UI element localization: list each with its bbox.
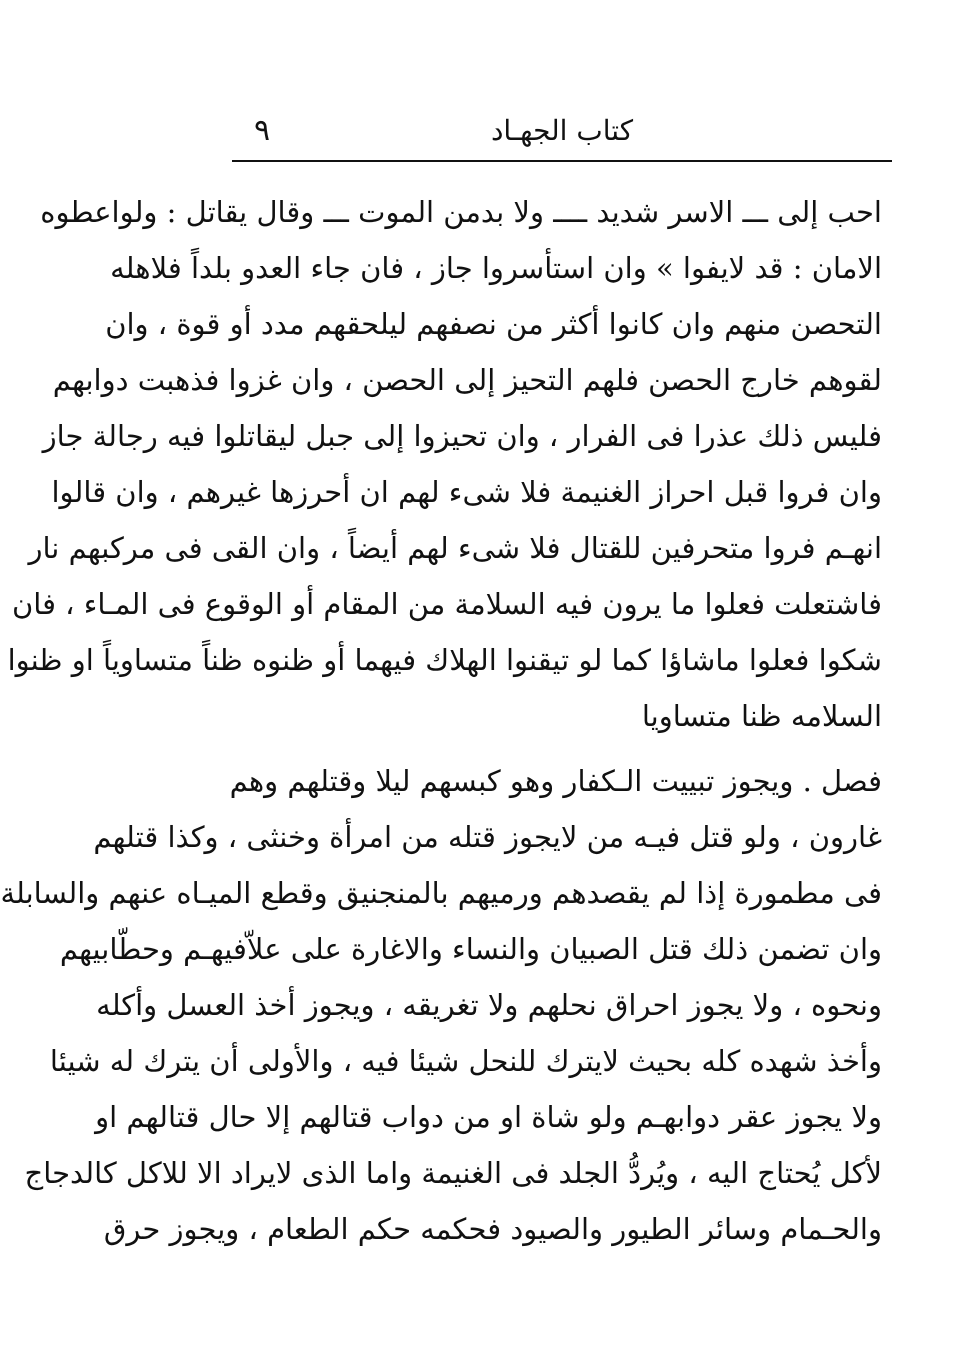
paragraph-1 [7, 184, 882, 744]
text-line: شكوا فعلوا ماشاؤا كما لو تيقنوا الهلاك فيهما أو ظنوه ظناً متساوياً او ظنوا [7, 643, 882, 677]
text-line: وان تضمن ذلك قتل الصبيان والنساء والاغارة على علاّفيهـم وحطّابيهم [59, 932, 882, 966]
text-line: فى مطمورة إذا لم يقصدهم ورميهم بالمنجنيق وقطع الميـاه عنهم والسابلة [0, 876, 882, 910]
running-title: كتاب الجهـاد [490, 114, 634, 147]
text-line: لأكل يُحتاج اليه ، ويُردُّ الجلد فى الغنيمة واما الذى لايراد الا للاكل كالدجاج [24, 1156, 882, 1190]
text-line: وان فروا قبل احراز الغنيمة فلا شىء لهم ان أحرزها غيرهم ، وان قالوا [51, 475, 882, 509]
text-line: لقوهم خارج الحصن فلهم التحيز إلى الحصن ، وان غزوا فذهبت دوابهم [52, 363, 882, 397]
text-line: انهـم فروا متحرفين للقتال فلا شىء لهم أيضاً ، وان القى فى مركبهم نار [28, 531, 882, 565]
page-number: ٩ [254, 113, 271, 148]
page-header [232, 110, 892, 152]
text-line: الامان : قد لايفوا » وان استأسروا جاز ، فان جاء العدو بلداً فلاهله [110, 251, 882, 285]
text-line: ولا يجوز عقر دوابهـم ولو شاة او من دواب قتالهم إلا حال قتالهم او [95, 1100, 882, 1134]
text-line: السلامه ظنا متساويا [641, 699, 882, 733]
text-line: والحـمام وسائر الطيور والصيود فحكمه حكم الطعام ، ويجوز حرق [103, 1212, 882, 1246]
header-divider [232, 160, 892, 162]
paragraph-2 [0, 753, 882, 1257]
text-line: فاشتعلت فعلوا ما يرون فيه السلامة من المقام أو الوقوع فى المـاء ، فان [11, 587, 882, 621]
text-line: احب إلى ـــ الاسر شديد ــــ ولا بدمن الموت ـــ وقال يقاتل : ولواعطوه [40, 195, 882, 229]
text-line: فصل . ويجوز تبييت الـكفار وهو كبسهم ليلا وقتلهم وهم [229, 764, 882, 798]
text-line: التحصن منهم وان كانوا أكثر من نصفهم ليلحقهم مدد أو قوة ، وان [105, 307, 882, 341]
text-line: غارون ، ولو قتل فيـه من لايجوز قتله من امرأة وخنثى ، وكذا قتلهم [93, 820, 882, 854]
text-line: وأخذ شهده كله بحيث لايترك للنحل شيئا فيه ، والأولى أن يترك له شيئا [49, 1044, 882, 1078]
text-line: ونحوه ، ولا يجوز احراق نحلهم ولا تغريقه ، ويجوز أخذ العسل وأكله [96, 988, 882, 1022]
text-line: فليس ذلك عذرا فى الفرار ، وان تحيزوا إلى جبل ليقاتلوا فيه رجالة جاز [42, 419, 882, 453]
